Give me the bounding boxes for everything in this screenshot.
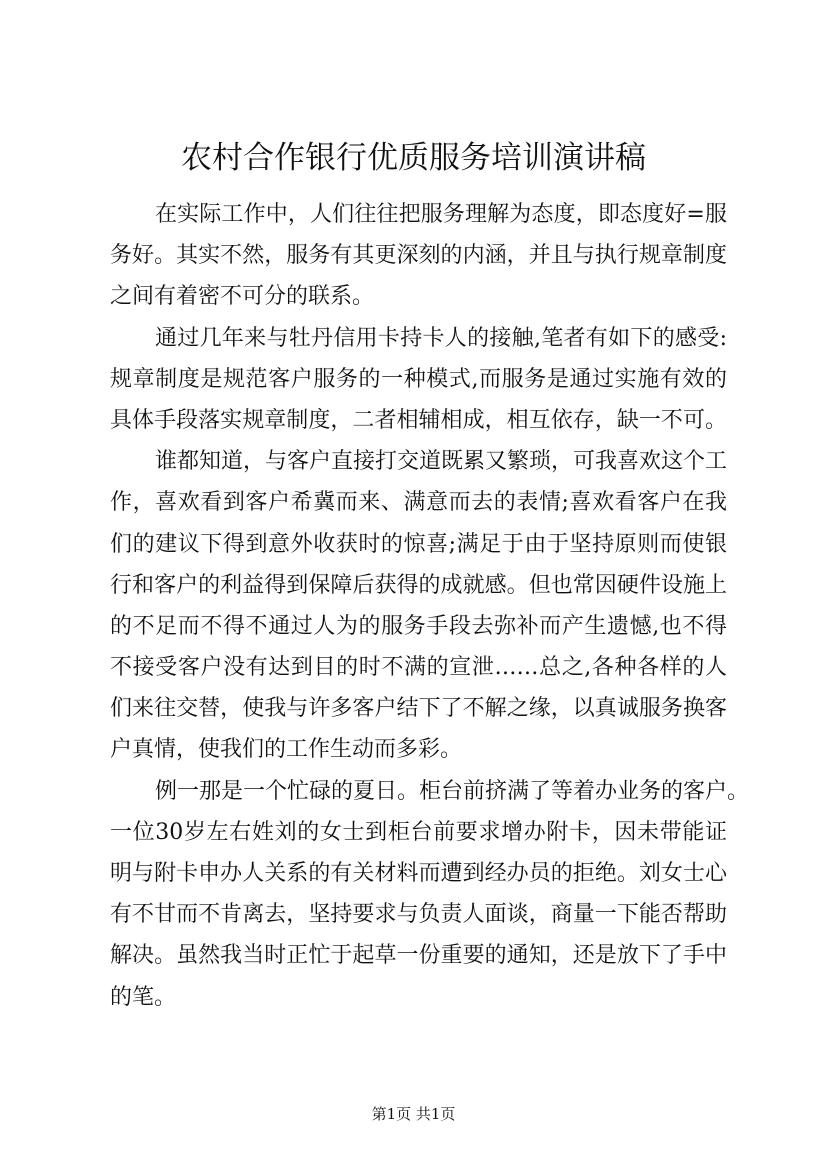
text-line: 不接受客户没有达到目的时不满的宣泄……总之,各种各样的人	[110, 655, 727, 681]
text-line: 例一那是一个忙碌的夏日。柜台前挤满了等着办业务的客户。	[155, 778, 750, 804]
text-line: 明与附卡申办人关系的有关材料而遭到经办员的拒绝。刘女士心	[110, 861, 727, 886]
text-line: 有不甘而不肯离去，坚持要求与负责人面谈，商量一下能否帮助	[110, 902, 727, 928]
text-line: 之间有着密不可分的联系。	[110, 284, 375, 310]
text-line: 谁都知道，与客户直接打交道既累又繁琐，可我喜欢这个工	[155, 449, 728, 475]
text-line: 在实际工作中，人们往往把服务理解为态度，即态度好=服	[155, 202, 727, 227]
text-line: 们来往交替，使我与许多客户结下了不解之缘，以真诚服务换客	[110, 696, 727, 722]
paragraph	[110, 771, 750, 1018]
text-line: 的不足而不得不通过人为的服务手段去弥补而产生遗憾,也不得	[110, 613, 727, 639]
page-footer: 第1页 共1页	[371, 1105, 456, 1123]
text-line: 务好。其实不然，服务有其更深刻的内涵，并且与执行规章制度	[110, 243, 727, 269]
text-line: 一位30岁左右姓刘的女士到柜台前要求增办附卡，因未带能证	[110, 819, 727, 845]
text-line: 通过几年来与牡丹信用卡持卡人的接触,笔者有如下的感受:	[155, 325, 727, 351]
text-line: 行和客户的利益得到保障后获得的成就感。但也常因硬件设施上	[110, 572, 727, 598]
text-line: 户真情，使我们的工作生动而多彩。	[110, 737, 463, 763]
document-body	[110, 194, 750, 1018]
paragraph	[110, 318, 727, 442]
text-line: 作，喜欢看到客户希冀而来、满意而去的表情;喜欢看客户在我	[110, 490, 727, 516]
paragraph	[110, 194, 727, 318]
text-line: 们的建议下得到意外收获时的惊喜;满足于由于坚持原则而使银	[110, 531, 727, 557]
paragraph	[110, 441, 727, 771]
text-line: 规章制度是规范客户服务的一种模式,而服务是通过实施有效的	[110, 366, 727, 392]
text-line: 具体手段落实规章制度，二者相辅相成，相互依存，缺一不可。	[110, 407, 727, 433]
text-line: 解决。虽然我当时正忙于起草一份重要的通知，还是放下了手中	[110, 943, 727, 969]
document-title: 农村合作银行优质服务培训演讲稿	[181, 140, 646, 176]
text-line: 的笔。	[110, 984, 177, 1010]
